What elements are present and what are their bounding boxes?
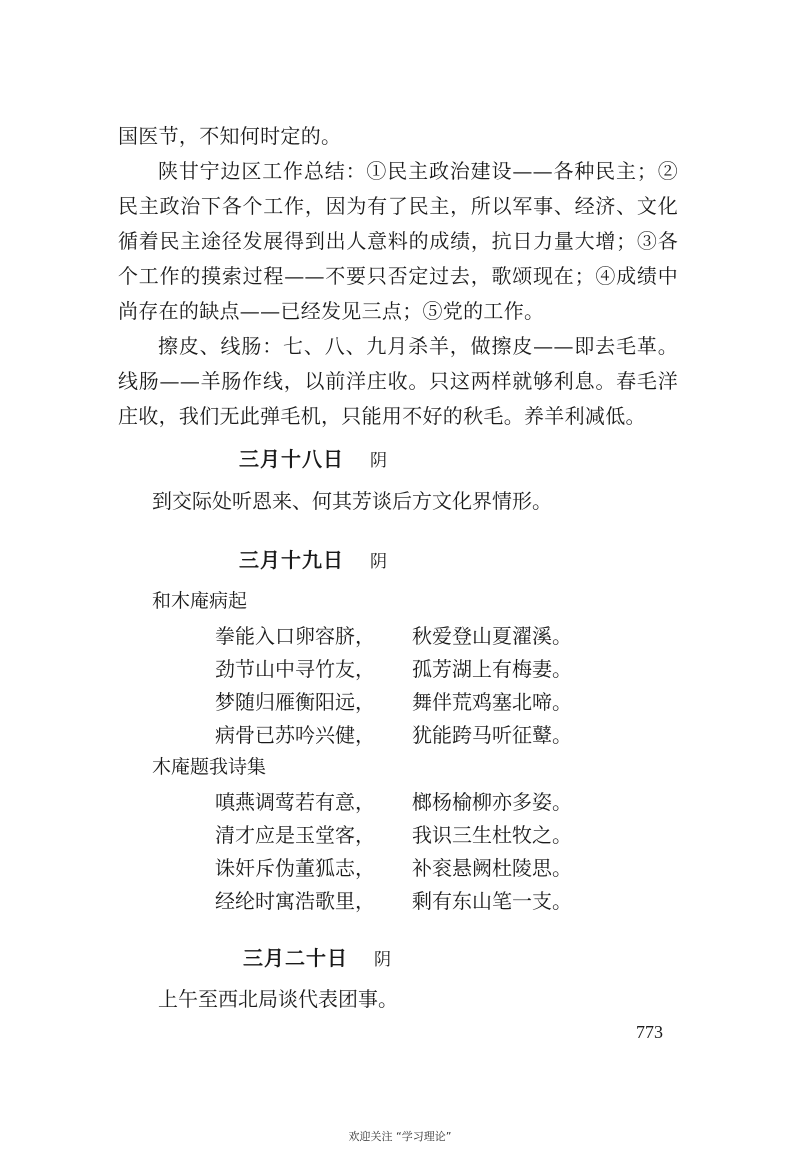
entry-date: 三月十八日 (239, 447, 344, 471)
footer-note: 欢迎关注 “学习理论” (348, 1130, 452, 1143)
poem-line-second-half: 舞伴荒鸡塞北啼。 (412, 690, 572, 714)
paragraph-leather-gut: 擦皮、线肠：七、八、九月杀羊，做擦皮——即去毛革。线肠——羊肠作线，以前洋庄收。只这两样就够利息。春毛洋庄收，我们无此弹毛机，只能用不好的秋毛。养羊利减低。 (118, 334, 678, 428)
poem-line-second-half: 榔杨榆柳亦多姿。 (412, 790, 572, 814)
poem-line-second-half: 犹能跨马听征鼙。 (412, 723, 572, 747)
poem-line-first-half: 拳能入口卵容脐， (215, 624, 375, 648)
entry-text: 到交际处听恩来、何其芳谈后方文化界情形。 (152, 489, 552, 513)
poem-line-first-half: 清才应是玉堂客， (215, 823, 375, 847)
entry-date-heading (239, 544, 388, 573)
entry-date: 三月十九日 (239, 548, 344, 572)
entry-date: 三月二十日 (243, 946, 348, 970)
entry-date-heading (239, 443, 388, 472)
poem-line-first-half: 病骨已苏吟兴健， (215, 723, 375, 747)
entry-weather: 阴 (370, 552, 388, 572)
poem-line-second-half: 孤芳湖上有梅妻。 (412, 657, 572, 681)
poem-line-second-half: 补衮悬阙杜陵思。 (412, 856, 572, 880)
poem-title: 木庵题我诗集 (152, 756, 267, 778)
paragraph-guoyijie: 国医节，不知何时定的。 (118, 124, 342, 148)
page-number: 773 (636, 1022, 663, 1042)
poem-line-first-half: 诛奸斥伪董狐志， (215, 856, 375, 880)
entry-weather: 阴 (374, 950, 392, 970)
poem-line-second-half: 剩有东山笔一支。 (412, 889, 572, 913)
poem-line-second-half: 秋爱登山夏濯溪。 (412, 624, 572, 648)
poem-line-first-half: 经纶时寓浩歌里， (215, 889, 375, 913)
paragraph-work-summary: 陕甘宁边区工作总结：①民主政治建设——各种民主；②民主政治下各个工作，因为有了民主，所以军事、经济、文化循着民主途径发展得到出人意料的成绩，抗日力量大增；③各个工作的摸索过程——不要只否定过去，歌颂现在；④成绩中尚存在的缺点——已经发见三点；⑤党的工作。 (118, 159, 678, 323)
poem-title: 和木庵病起 (152, 590, 248, 612)
entry-weather: 阴 (370, 451, 388, 471)
poem-line-first-half: 嗔燕调莺若有意， (215, 790, 375, 814)
poem-line-first-half: 劲节山中寻竹友， (215, 657, 375, 681)
entry-text: 上午至西北局谈代表团事。 (158, 987, 398, 1011)
poem-line-second-half: 我识三生杜牧之。 (412, 823, 572, 847)
entry-date-heading (243, 942, 392, 971)
poem-line-first-half: 梦随归雁衡阳远， (215, 690, 375, 714)
